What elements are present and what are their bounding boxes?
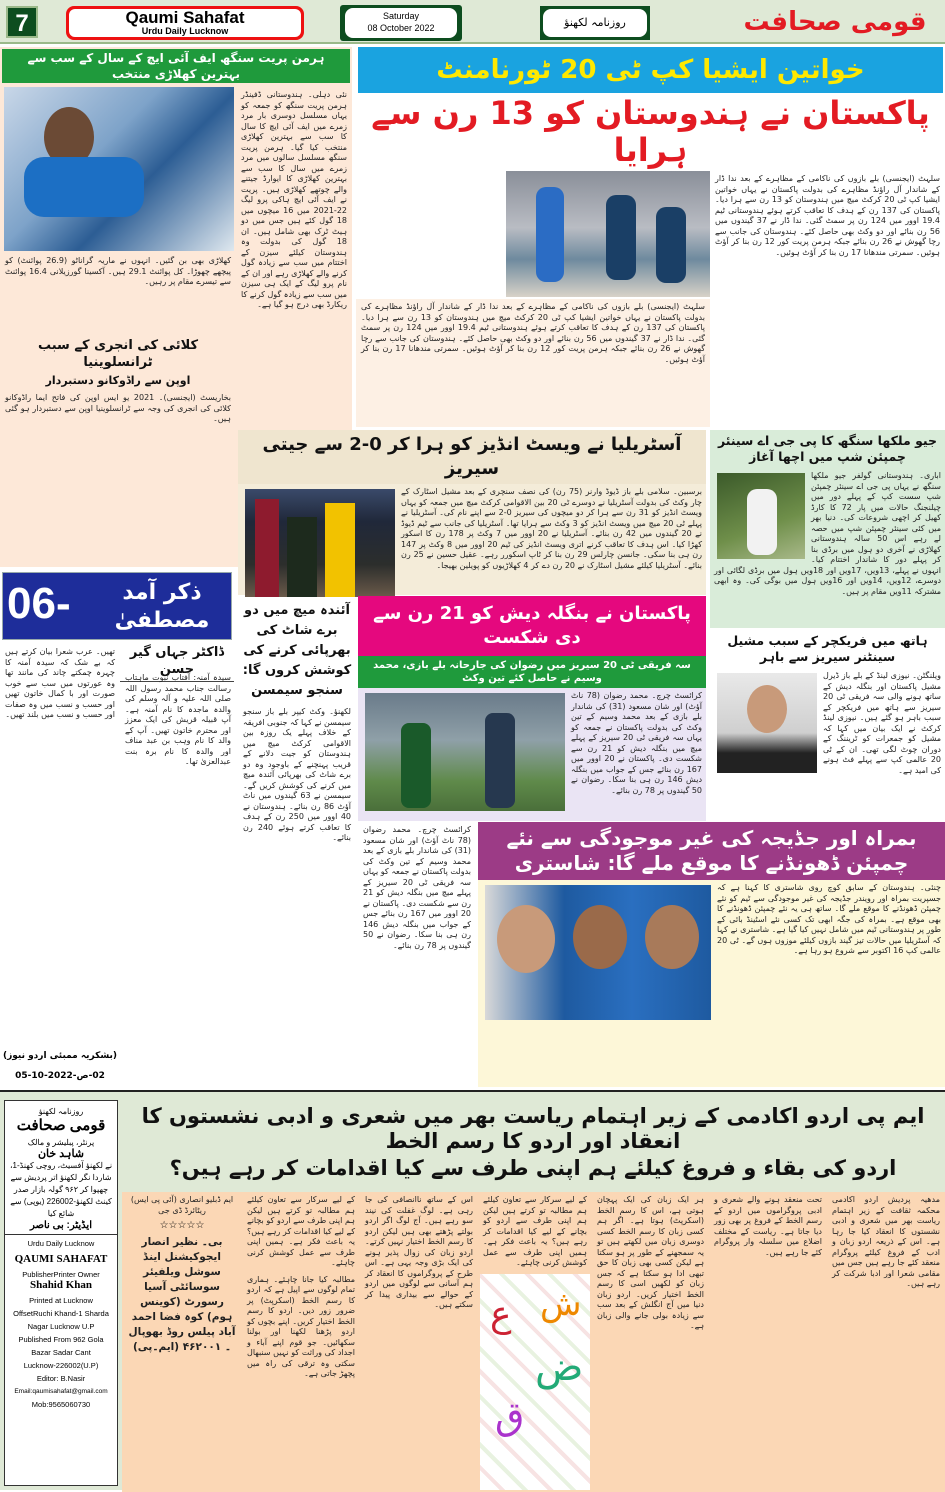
australia-content bbox=[238, 484, 706, 603]
wrist-body: بخاریسٹ (ایجنسی)۔ 2021 یو ایس اوپن کی فاتح ایما راڈوکانو کلائی کی انجری کی وجہ سے ٹرانسلوینیا اوپن سے دستبردار ہو گئی ہیں۔ bbox=[5, 393, 232, 423]
samson-article bbox=[238, 598, 356, 1088]
column-6: کے لیے سرکار سے تعاون کیلئے ہم مطالبہ تو کرتے ہیں لیکن ہم اپنی طرف سے اردو کو بچانے کے لیے کیا اقدامات کر رہے ہیں؟ یہ باعث فکر ہے۔ ہمیں اپنی طرف سے عمل کوشش کرنی چاہئے۔ bbox=[247, 1195, 355, 1267]
west-indies-cricket-photo bbox=[245, 489, 395, 597]
imprint-email: Email:qaumisahafat@gmail.com bbox=[14, 1388, 108, 1395]
headline-2: اردو کی بقاء و فروغ کیلئے ہم اپنی طرف سے کیا اقدامات کر رہے ہیں؟ bbox=[169, 1155, 897, 1180]
brand-tagline: Urdu Daily Lucknow bbox=[141, 26, 229, 36]
column-5: اس کے ساتھ ناانصافی کی جا رہی ہے۔ لوگ غفلت کی نیند سو رہے ہیں۔ آج لوگ اگر اردو بولتے پڑھتے بھی ہیں لیکن اردو کا رسم الخط اختیار نہیں کرتے۔ اردو زبان کی زوال پذیر ہونے کی ایک بڑی وجہ یہی ہے۔ اس طرح کے پروگراموں کا انعقاد کر ہم آسانی سے لوگوں میں اردو کے حوالے سے بیداری پیدا کر سکتے ہیں۔ bbox=[365, 1195, 473, 1309]
column-3: ہر ایک زبان کی ایک پہچان ہوتی ہے، اس کا رسم الخط (اسکرپٹ) ہوتا ہے۔ اگر ہم کسی زبان کا رسم الخط کسی دوسری زبان میں لکھتے ہیں تو یہ سمجھنے کے طور پر ہو سکتا ہے لیکن کسی بھی زبان کا حق تبھی ادا ہو سکتا ہے کہ جس زبان کو لکھیں اسی کا رسم الخط اختیار کریں۔ اردو زبان دنیا میں آج انگلش کے بعد سب سے زیادہ بولی جانے والی زبان ہے۔ bbox=[597, 1195, 704, 1330]
imprint-urdu-owner: شاہد خان bbox=[37, 1148, 85, 1160]
headline: بمراہ اور جڈیجہ کی غیر موجودگی سے نئے چمپئن ڈھونڈنے کا موقع ملے گا: شاستری bbox=[478, 822, 945, 880]
imprint-line: Bazar Sadar Cant bbox=[31, 1348, 91, 1357]
wrist-subhead: اوپن سے راڈوکانو دستبردار bbox=[45, 374, 191, 387]
headline-group bbox=[124, 1094, 942, 1190]
shastri-article bbox=[478, 822, 945, 1087]
imprint-urdu-name: قومی صحافت bbox=[16, 1117, 106, 1134]
masthead bbox=[0, 0, 945, 44]
imprint-urdu-address: نے لکھنؤ آفسیٹ، روچی کھنڈ-1، شاردا نگر لکھنؤ اتر پردیش سے چھپوا کر ۹۶۲ گولہ بازار صدر کینٹ لکھنؤ-226002 (یوپی) سے شائع کیا bbox=[9, 1161, 113, 1218]
bangladesh-article bbox=[358, 596, 706, 821]
body: چنئی۔ ہندوستان کے سابق کوچ روی شاستری کا کہنا ہے کہ جسپریت بمراہ اور رویندر جڈیجہ کی غیر موجودگی سے ٹیم کو نئے چمپئن ڈھونڈنے کا موقع ملے گا۔ ساتھ ہی یہ نئے چمپئن ڈھونڈنے کا بھی موقع ہے۔ بمراہ کی جگہ ابھی تک کسی نئے اسٹینڈ بائی کے طور پر ہندوستانی ٹیم میں شامل نہیں کیا گیا ہے۔ شاستری نے کہا کہ آسٹریلیا میں حالات تیز گیند بازوں کیلئے موزوں ہوں گے۔ ٹی 20 عالمی کپ 16 اکتوبر سے شروع ہو رہا ہے۔ bbox=[717, 883, 941, 955]
closing-column bbox=[122, 1192, 242, 1492]
headline: آسٹریلیا نے ویسٹ انڈیز کو ہرا کر 0-2 سے جیتی سیریز bbox=[238, 430, 706, 484]
santner-photo bbox=[717, 673, 817, 773]
hockey-player-photo bbox=[4, 87, 234, 251]
imprint-line: Editor: B.Nasir bbox=[36, 1374, 86, 1383]
body: کرائسٹ چرچ۔ محمد رضوان (78 ناٹ آؤٹ) اور شان مسعود (31) کی شاندار بلے بازی کے بعد محمد وسیم کے تین وکٹ کی بدولت پاکستان نے جمعہ کو یہاں سہ فریقی ٹی 20 سیریز کے پہلے میچ میں بنگلہ دیش کو 21 رن سے شکست دی۔ پاکستان نے 20 اوور میں 167 رن بنائے جس کے جواب میں بنگلہ دیش 146 رن ہی بنا سکا۔ رضوان نے 50 گیندوں پر 78 رن بنائے۔ bbox=[571, 691, 703, 795]
zikr-banner bbox=[2, 572, 232, 640]
wrist-article bbox=[0, 337, 236, 567]
body-continued: تھیں۔ عرب شعرا بیان کرتے ہیں کہ بے شک کہ سیدہ آمنہ کا چہرہ چمکتے چاند کی مانند تھا وہ عورتوں میں سب سے خوب صورت اور با کمال خاتون تھیں اور حسب و نسب میں وہ صفات اور حسب و نسب میں بلند تھیں۔ bbox=[5, 647, 115, 719]
imprint-line: Published From 962 Gola bbox=[18, 1335, 104, 1344]
urdu-logo: روزنامہ لکھنؤ bbox=[543, 9, 647, 37]
rizwan-batting-photo bbox=[365, 693, 565, 811]
day: Saturday bbox=[382, 11, 420, 21]
shastri-bumrah-jadeja-photo bbox=[485, 885, 711, 1020]
urdu-academy-article bbox=[0, 1090, 945, 1490]
headline: ہرمن پریت سنگھ ایف آئی ایچ کے سال کے سب سے بہترین کھلاڑی منتخب bbox=[2, 49, 350, 83]
organisation: بی۔ نظیر انصار ایجوکیشنل اینڈ سوشل ویلفیئر سوسائٹی آسیا رسورٹ (کوینس ہوم) کوہ فضا احمد آباد پیلس روڈ بھوپال ۔ ۴۶۲۰۰۱ (ایم۔پی) bbox=[128, 1236, 236, 1353]
imprint-line: OffsetRuchi Khand-1 Sharda bbox=[13, 1309, 109, 1318]
golf-content bbox=[710, 468, 945, 628]
bangladesh-content bbox=[358, 688, 706, 821]
imprint-en-owner: Shahid Khan bbox=[29, 1279, 93, 1291]
imprint-urdu-top: روزنامہ لکھنؤ bbox=[38, 1107, 84, 1116]
headline: پاکستان نے ہندوستان کو 13 رن سے ہرایا bbox=[371, 94, 930, 169]
golf-article bbox=[710, 430, 945, 628]
urdu-calligraphy-photo: ع ض ق ش bbox=[480, 1274, 590, 1491]
headline: پاکستان نے بنگلہ دیش کو 21 رن سے دی شکست bbox=[358, 596, 706, 656]
image-column bbox=[478, 1192, 592, 1492]
body: اباری۔ ہندوستانی گولفر جیو ملکھا سنگھ نے یہاں پی جی اے سینئر چمپئن شپ سست کپ کے پہلے دور میں چیلنجنگ حالات میں پار 72 کا کارڈ کھیل کر اچھی شروعات کی۔ دنیا بھر میں کئی سینئر چمپئن شپ میں حصہ لے رہے اس 50 سالہ ہندوستانی کھلاڑی نے آخری دو ہول میں برڈی بنا کر پہلے دور کا شاندار اختتام کیا۔ انہوں نے پہلے، 13ویں، 17ویں اور 18ویں ہول میں برڈی لگائی اور دوسرے، 12ویں، 14ویں اور 16ویں ہول میں بوگی کی۔ وہ ابھی مشترکہ 11ویں مقام پر ہیں۔ bbox=[714, 471, 942, 596]
zikr-date: 02-ص-2022-10-05 bbox=[15, 1071, 105, 1081]
headline: جیو ملکھا سنگھ کا پی جی اے سینئر چمپئن شپ میں اچھا آغاز bbox=[717, 433, 938, 464]
column-1: مدھیہ پردیش اردو اکادمی محکمہ ثقافت کے زیر اہتمام ریاست بھر میں شعری و ادبی نشستوں کا انعقاد کیا جا رہا ہے۔ اس کے ذریعہ اردو زبان و ادب کے فروغ کیلئے پروگرام منعقد کئے جا رہے ہیں جس میں مقامی شعرا اور ادبا شرکت کر رہے ہیں۔ bbox=[832, 1195, 940, 1288]
imprint-phone: Mob:9565060730 bbox=[31, 1400, 91, 1409]
credit: (بشکریہ ممبئی اردو نیوز) bbox=[2, 1051, 118, 1061]
brand-name: Qaumi Sahafat bbox=[125, 8, 245, 27]
shastri-content bbox=[478, 880, 945, 1087]
signoff: ایم ڈبلیو انصاری (آئی پی ایس) ریٹائرڈ ڈی جی bbox=[130, 1195, 234, 1215]
santner-content bbox=[710, 668, 945, 820]
hockey-body-continued: کھلاڑی بھی بن گئیں۔ انہوں نے ماریہ گراناٹو (26.9 پوائنٹ) کو پیچھے چھوڑا۔ کل پوائنٹ 29.1 ہیں۔ آکسینا گورزیلانی 16.4 پوائنٹ سے تیسرے مقام پر رہیں۔ bbox=[5, 256, 232, 286]
golfer-photo bbox=[717, 473, 805, 559]
body: سیدہ آمنہ: آفتاب نبوت ماہتاب رسالت جناب محمد رسول اللہ صلی اللہ علیہ و آلہ وسلم کی والدہ ماجدہ کا نام آمنہ ہے۔ آپ قبیلہ قریش کی ایک معزز اور محترم خاتون تھیں۔ آپ کے والد کا نام وہب بن عبد مناف اور والدہ کا نام برہ بنت عبدالعزیٰ تھا۔ bbox=[125, 673, 231, 766]
asia-cup-article bbox=[356, 47, 945, 427]
page-number: 7 bbox=[6, 6, 38, 38]
women-cricket-photo bbox=[506, 171, 710, 297]
urdu-title: قومی صحافت bbox=[743, 7, 927, 37]
column-2: تحت منعقد ہونے والے شعری و ادبی پروگراموں میں اردو کے رسم الخط کے فروغ پر بھی زور دیا جاتا ہے۔ ریاست کے مختلف اضلاع میں سلسلہ وار پروگرام کئے جا رہے ہیں۔ bbox=[714, 1195, 822, 1257]
zikr-number: 06- bbox=[7, 579, 71, 628]
imprint-en-role: PublisherPrinter Owner bbox=[22, 1270, 100, 1279]
banner: خواتین ایشیا کپ ٹی 20 ٹورنامنٹ bbox=[358, 47, 943, 93]
stars-divider: ☆☆☆☆☆ bbox=[159, 1220, 205, 1231]
body: لکھنؤ۔ وکٹ کیپر بلے باز سنجو سیمسن نے کہا کہ جنوبی افریقہ کے خلاف پہلے یک روزہ بین الاقوامی کرکٹ میچ میں ہندوستان کو جیت دلانے کے قریب پہنچنے کے باوجود وہ دو برے شاٹ کی بھرپائی آئندہ میچ میں کرنے کی کوشش کریں گے۔ سیمسن نے 63 گیندوں میں ناٹ آؤٹ 86 رن بنائے۔ ہندوستان نے 40 اوور میں 250 رن کے ہدف کا تعاقب کرتے ہوئے 240 رن بنائے۔ bbox=[243, 707, 352, 842]
imprint-urdu-editor: ایڈیٹر: بی ناصر bbox=[5, 1220, 117, 1235]
author: ڈاکٹر جہاں گیر حسن bbox=[120, 644, 234, 682]
article-body bbox=[122, 1192, 945, 1492]
column-pair bbox=[242, 1192, 360, 1492]
wrist-headline: کلائی کی انجری کے سبب ٹرانسلوینیا bbox=[37, 338, 199, 370]
brand-logo bbox=[66, 6, 304, 40]
date-box bbox=[340, 5, 462, 41]
headline-1: ایم پی اردو اکادمی کے زیر اہتمام ریاست بھر میں شعری و ادبی نشستوں کا انعقاد اور اردو کا رسم الخط bbox=[141, 1103, 925, 1153]
body: سلہٹ (ایجنسی) بلے بازوں کی ناکامی کے مظاہرے کے بعد ندا ڈار کے شاندار آل راؤنڈ مظاہرے کی بدولت پاکستان نے یہاں خواتین ایشیا کپ ٹی 20 کرکٹ میچ میں ہندوستان کو 13 رن سے ہرا دیا۔ پاکستان کی 137 رن کے ہدف کا تعاقب کرتے ہوئے ہندوستانی ٹیم 19.4 اوور میں 124 رن پر سمٹ گئی۔ ندا ڈار نے 37 گیندوں میں 56 رن بنائے اور دو وکٹ بھی حاصل کئے۔ ہندوستان کی جانب سے رچا گھوش نے 26 رن بنائے جبکہ ہرمن پریت کور 12 رن بنا کر آؤٹ ہوئیں۔ سمرتی مندھانا 17 رن بنا کر آؤٹ ہوئیں۔ bbox=[710, 171, 945, 427]
body: ویلنگٹن۔ نیوزی لینڈ کے بلے باز ڈیرل مشیل پاکستان اور بنگلہ دیش کے ساتھ ہونے والی سہ فریقی ٹی 20 سیریز سے ہاتھ میں فریکچر کے سبب باہر ہو گئے ہیں۔ نیوزی لینڈ کرکٹ نے ایک بیان میں کہا کہ مشیل کو جمعرات کو ٹریننگ کے دوران چوٹ لگی تھی۔ ان کے ٹی 20 عالمی کپ سے پہلے فٹ ہونے کی امید ہے۔ bbox=[823, 671, 941, 775]
column-7: مطالبہ کیا جانا چاہئے۔ ہماری تمام لوگوں سے اپیل ہے کہ اردو کا رسم الخط (اسکرپٹ) پر ضرور زور دیں۔ اردو کا رسم الخط اختیار کریں۔ اپنے بچوں کو اردو پڑھنا لکھنا اور بولنا سکھائیں۔ جو قوم اپنے آباء و اجداد کی وراثت کو نہیں سنبھال سکتی وہ ترقی کی راہ میں پچھڑ جاتی ہے۔ bbox=[247, 1274, 355, 1378]
imprint-box bbox=[4, 1100, 118, 1486]
imprint-en-name: QAUMI SAHAFAT bbox=[14, 1253, 108, 1265]
urdu-logo-box bbox=[540, 6, 650, 40]
imprint-line: Nagar Lucknow U.P bbox=[27, 1322, 95, 1331]
australia-article bbox=[238, 430, 706, 595]
body: برسبین۔ سلامی بلے باز ڈیوڈ وارنر (75 رن) کی نصف سنچری کے بعد مشیل اسٹارک کے چار وکٹ کی بدولت آسٹریلیا نے دوسرے ٹی 20 بین الاقوامی کرکٹ میچ میں جمعہ کو یہاں ویسٹ انڈیز کو 31 رن سے ہرا کر دو میچوں کی سیریز 0-2 سے اپنے نام کی۔ آسٹریلیا نے پہلے ٹی 20 میچ میں ویسٹ انڈیز کو 3 وکٹ سے ہرایا تھا۔ آسٹریلیا کی جانب سے ٹیم ڈیوڈ نے 20 گیندوں میں 42 رن بنائے۔ آسٹریلیا نے 20 اوور میں 7 وکٹ پر 178 رن کا اسکور کھڑا کیا۔ اس ہدف کا تعاقب کرنے اتری ویسٹ انڈیز کی ٹیم 20 اوور میں 8 وکٹ پر 147 رن ہی بنا سکی۔ جانسن چارلس 29 رن بنا کر ٹاپ اسکورر رہے۔ عقیل حسین نے 25 رن بنائے۔ آسٹریلیا کیلئے مشیل اسٹارک نے 20 رن دے کر 4 کھلاڑیوں کو پویلین بھیجا۔ bbox=[401, 487, 703, 570]
imprint-en-tag: Urdu Daily Lucknow bbox=[27, 1239, 95, 1248]
bangladesh-body-continued: کرائسٹ چرچ۔ محمد رضوان (78 ناٹ آؤٹ) اور شان مسعود (31) کی شاندار بلے بازی کے بعد محمد وسیم کے تین وکٹ کی بدولت پاکستان نے جمعہ کو یہاں سہ فریقی ٹی 20 سیریز کے پہلے میچ میں بنگلہ دیش کو 21 رن سے شکست دی۔ پاکستان نے 20 اوور میں 167 رن بنائے جس کے جواب میں بنگلہ دیش 146 رن ہی بنا سکا۔ رضوان نے 50 گیندوں پر 78 رن بنائے۔ bbox=[358, 822, 476, 1087]
hockey-body: نئی دہلی۔ ہندوستانی ڈفینڈر ہرمن پریت سنگھ کو جمعہ کو یہاں مسلسل دوسری بار مرد زمرے میں ایف آئی ایچ کا سال کا سب سے بہترین کھلاڑی منتخب کیا گیا۔ ہرمن پریت سنگھ مسلسل سالوں میں مرد زمرے میں سال کا سب سے بہترین کھلاڑی کا ایوارڈ جیتنے والے چوتھے کھلاڑی ہیں۔ پریت نے ایف آئی ایچ ہاکی پرو لیگ 22-2021 میں 16 میچوں میں 18 گول کئے ہیں جس میں دو ہیٹ ٹرک بھی شامل ہیں۔ ان 18 گول کی بدولت وہ ہندوستان کیلئے سیزن کے اختتام میں سب سے زیادہ گول کرنے والے کھلاڑی رہے اور ان کے نام پرو لیگ کے ایک ہی سیزن میں سب سے زیادہ گول کرنے کا ریکارڈ بھی درج ہو گیا ہے۔ bbox=[241, 90, 347, 309]
column-4: کے لیے سرکار سے تعاون کیلئے ہم مطالبہ تو کرتے ہیں لیکن ہم اپنی طرف سے اردو کو بچانے کے لیے کیا اقدامات کر رہے ہیں؟ یہ باعث فکر ہے۔ ہمیں اپنی طرف سے عمل کوشش کرنی چاہئے۔ bbox=[483, 1195, 587, 1267]
subhead: سہ فریقی ٹی 20 سیریز میں رضوان کی جارحانہ بلے بازی، محمد وسیم نے حاصل کئے تین وکٹ bbox=[358, 656, 706, 688]
headline: آئندہ میچ میں دو برے شاٹ کی بھرپائی کرنے کی کوشش کروں گا: سنجو سیمسن bbox=[242, 603, 352, 698]
santner-article bbox=[710, 630, 945, 820]
zikr-article bbox=[0, 570, 236, 1090]
headline: ہاتھ میں فریکچر کے سبب مشیل سینٹنر سیریز سے باہر bbox=[727, 633, 928, 664]
imprint-line: Lucknow-226002(U.P) bbox=[23, 1361, 99, 1370]
date: 08 October 2022 bbox=[367, 23, 435, 33]
body-continued: سلہٹ (ایجنسی) بلے بازوں کی ناکامی کے مظاہرے کے بعد ندا ڈار کے شاندار آل راؤنڈ مظاہرے کی بدولت پاکستان نے یہاں خواتین ایشیا کپ ٹی 20 کرکٹ میچ میں ہندوستان کو 13 رن سے ہرا دیا۔ پاکستان کی 137 رن کے ہدف کا تعاقب کرتے ہوئے ہندوستانی ٹیم 19.4 اوور میں 124 رن پر سمٹ گئی۔ ندا ڈار نے 37 گیندوں میں 56 رن بنائے اور دو وکٹ بھی حاصل کئے۔ ہندوستان کی جانب سے رچا گھوش نے 26 رن بنائے جبکہ ہرمن پریت کور 12 رن بنا کر آؤٹ ہوئیں۔ سمرتی مندھانا 17 رن بنا کر آؤٹ ہوئیں۔ bbox=[356, 299, 710, 427]
zikr-headline: ذکر آمد مصطفیٰ bbox=[114, 580, 210, 633]
imprint-line: Printed at Lucknow bbox=[29, 1296, 93, 1305]
imprint-urdu-role: پرنٹر، پبلیشر و مالک bbox=[27, 1138, 95, 1147]
